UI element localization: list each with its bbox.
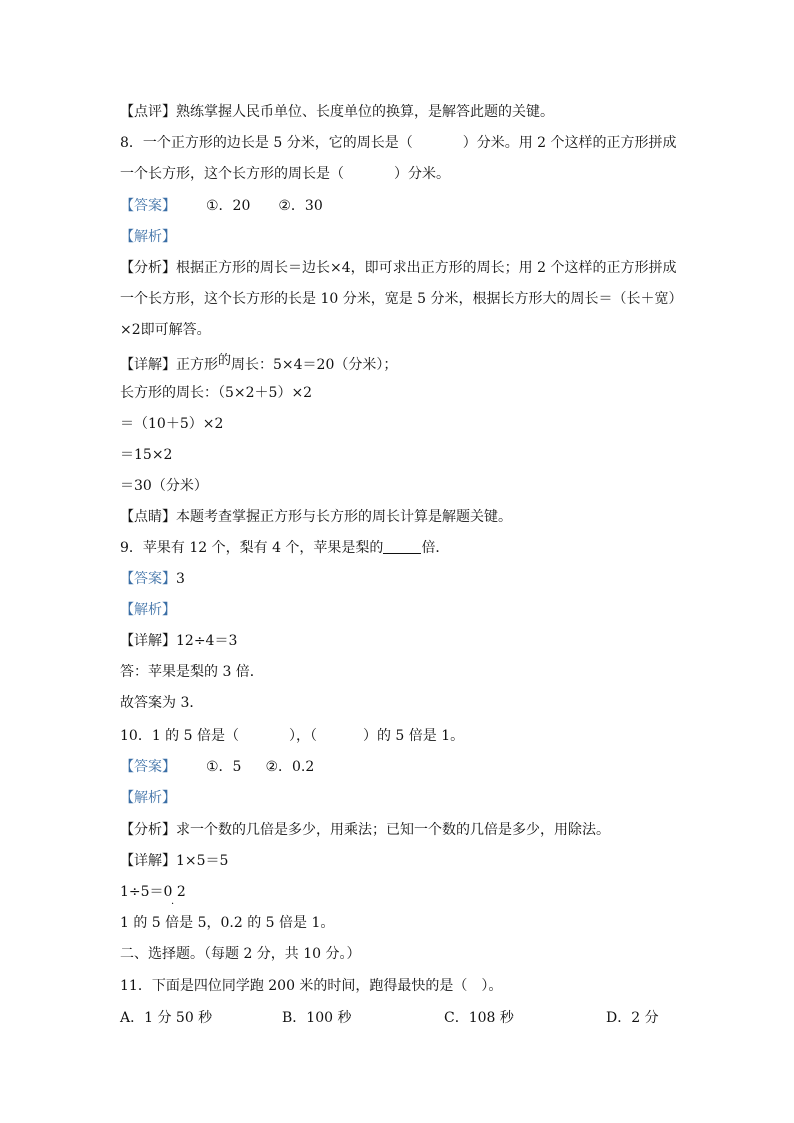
q9-reply: 答：苹果是梨的 3 倍． [120,664,264,680]
q9-answer-tag: 【答案】 [120,571,176,587]
q8-line-1 [120,133,700,153]
comment-tag: 【点评】 [120,104,176,120]
q9-detail: 12÷4＝3 [176,633,238,649]
q10-detail-2: 1÷5＝0 2 [120,884,186,900]
q8-answer-line [120,196,700,216]
q9-text-a: 9．苹果有 12 个，梨有 4 个，苹果是梨的 [120,540,384,556]
q10-analysis-tag: 【解析】 [120,790,176,806]
q8-text-d: ）分米。 [394,166,450,182]
q9-analysis-line [120,600,700,620]
q9-analysis-tag: 【解析】 [120,602,176,618]
q8-detail-line [120,355,700,376]
q10-answer-2: ②．0.2 [265,759,315,775]
q8-calc-2-text: ＝（10＋5）×2 [120,416,224,432]
q8-detail-a: 正方形 [176,357,218,373]
q8-fenxi-text-3: ×2即可解答。 [120,322,211,338]
q8-detail-tag: 【详解】 [120,357,176,373]
q8-fenxi-text-1: 根据正方形的周长＝边长×4，即可求出正方形的周长；用 2 个这样的正方形拼成 [176,260,677,276]
q9-underline [383,539,421,554]
q8-point-text: 本题考查掌握正方形与长方形的周长计算是解题关键。 [176,509,512,525]
q9-conclusion: 故答案为 3． [120,695,204,711]
q10-fenxi-line [120,820,700,840]
q9-conclusion-line [120,693,700,713]
q8-fenxi-line-2 [120,289,700,309]
q8-calc-1 [120,383,700,403]
decimal-dot-mark: · [171,899,175,910]
q9-detail-line [120,631,700,651]
q8-detail-sup: 的 [218,353,232,368]
q11-option-b: B．100 秒 [282,1010,352,1026]
q9-answer-line [120,569,700,589]
q8-analysis-tag: 【解析】 [120,229,176,245]
q11-line [120,976,700,996]
q8-text-a: 8．一个正方形的边长是 5 分米，它的周长是（ [120,135,413,151]
q8-calc-3 [120,445,700,465]
q8-fenxi-tag: 【分析】 [120,260,176,276]
q8-analysis-line [120,227,700,247]
comment-text: 熟练掌握人民币单位、长度单位的换算，是解答此题的关键。 [176,104,554,120]
q10-text-a: 10．1 的 5 倍是（ [120,728,239,744]
q8-calc-4 [120,476,700,496]
q10-analysis-line [120,788,700,808]
q8-fenxi-line-3 [120,320,700,340]
q11-option-c: C．108 秒 [444,1010,514,1026]
comment-line [120,102,700,122]
q8-point-line [120,507,700,527]
q10-fenxi-tag: 【分析】 [120,822,176,838]
q10-detail-line [120,851,700,871]
q10-text-b: ），（ [288,728,317,744]
q8-line-2 [120,164,700,184]
q10-detail-3: 1 的 5 倍是 5，0.2 的 5 倍是 1。 [120,915,335,931]
q10-detail-3-line [120,913,700,933]
section-2-text: 二、选择题。（每题 2 分，共 10 分。） [120,946,361,962]
q8-fenxi-text-2: 一个长方形，这个长方形的长是 10 分米，宽是 5 分米，根据长方形大的周长＝（长＋宽） [120,291,683,307]
q10-line [120,726,700,746]
q11-option-a: A．1 分 50 秒 [120,1010,213,1026]
q9-detail-tag: 【详解】 [120,633,176,649]
q8-text-b: ）分米。用 2 个这样的正方形拼成 [462,135,677,151]
q10-answer-tag: 【答案】 [120,759,176,775]
q8-calc-1-text: 长方形的周长：（5×2＋5）×2 [120,385,313,401]
q8-calc-3-text: ＝15×2 [120,447,173,463]
q10-fenxi: 求一个数的几倍是多少，用乘法；已知一个数的几倍是多少，用除法。 [176,822,610,838]
q8-point-tag: 【点睛】 [120,509,176,525]
q8-answer-2: ②．30 [278,198,323,214]
q9-reply-line [120,662,700,682]
q8-calc-2 [120,414,700,434]
q8-answer-tag: 【答案】 [120,198,176,214]
q10-detail-1: 1×5＝5 [176,853,229,869]
q10-answer-1: ①．5 [206,759,242,775]
q10-detail-tag: 【详解】 [120,853,176,869]
q11-option-d: D．2 分 [606,1010,659,1026]
section-2-heading [120,944,700,964]
q8-fenxi-line-1 [120,258,700,278]
q8-detail-b: 周长：5×4＝20（分米）； [231,357,398,373]
q8-text-c: 一个长方形，这个长方形的周长是（ [120,166,344,182]
q11-text: 11．下面是四位同学跑 200 米的时间，跑得最快的是（ ）。 [120,978,503,994]
q10-text-c: ）的 5 倍是 1。 [362,728,465,744]
q9-answer: 3 [176,571,185,587]
q8-calc-4-text: ＝30（分米） [120,478,208,494]
q10-detail-2-line [120,882,700,910]
q10-answer-line [120,757,700,777]
q9-line [120,538,700,558]
q8-answer-1: ①．20 [206,198,251,214]
q9-text-b: 倍． [421,540,450,556]
